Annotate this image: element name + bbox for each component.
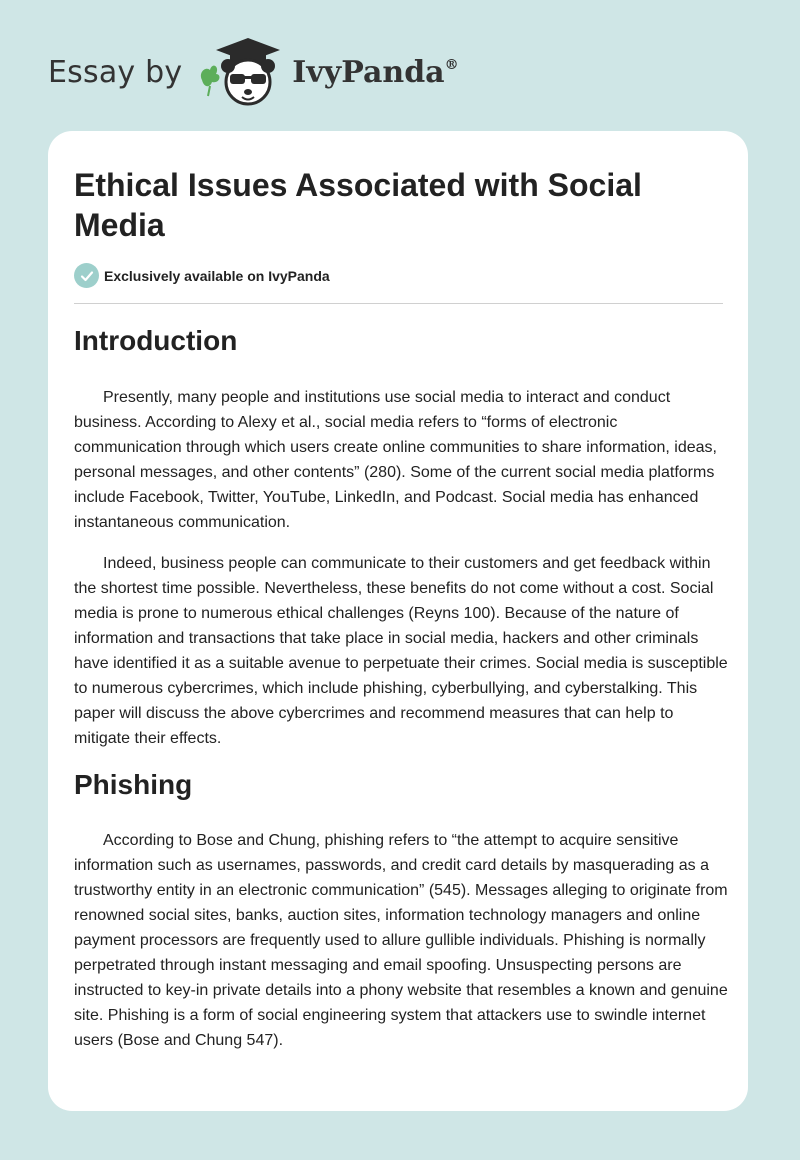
page-title: Ethical Issues Associated with Social Media — [74, 167, 642, 243]
divider — [74, 303, 723, 304]
ivypanda-logo-icon[interactable] — [196, 36, 286, 108]
article-card — [48, 131, 748, 1111]
exclusive-label: Exclusively available on IvyPanda — [104, 267, 330, 284]
brand-name[interactable]: IvyPanda® — [292, 54, 459, 90]
check-icon — [74, 263, 99, 288]
paragraph: Presently, many people and institutions use social media to interact and conduct business. According to Alexy et al., social media refers to “forms of electronic communication through which users create online communities to share information, ideas, personal messages, and other contents” (280). Some of the current social media platforms include Facebook, Twitter, YouTube, LinkedIn, and Podcast. Social media has enhanced instantaneous communication. — [74, 389, 717, 531]
site-header — [48, 36, 459, 108]
paragraph: According to Bose and Chung, phishing refers to “the attempt to acquire sensitive information such as usernames, passwords, and credit card details by masquerading as a trustworthy entity in an electronic communication” (545). Messages alleging to originate from renowned social sites, banks, auction sites, information technology managers and online payment processors are frequently used to allure gullible individuals. Phishing is normally perpetrated through instant messaging and email spoofing. Unsuspecting persons are instructed to key-in private details into a phony website that resembles a known and genuine site. Phishing is a form of social engineering system that attackers use to swindle internet users (Bose and Chung 547). — [74, 832, 728, 1049]
paragraph: Indeed, business people can communicate to their customers and get feedback within the shortest time possible. Nevertheless, these benefits do not come without a cost. Social media is prone to numerous ethical challenges (Reyns 100). Because of the nature of information and transactions that take place in social media, hackers and other criminals have identified it as a suitable avenue to perpetuate their crimes. Social media is susceptible to numerous cybercrimes, which include phishing, cyberbullying, and cyberstalking. This paper will discuss the above cybercrimes and recommend measures that can help to mitigate their effects. — [74, 555, 728, 747]
essay-by-label: Essay by — [48, 54, 183, 90]
exclusive-badge — [74, 263, 330, 288]
section-heading-phishing: Phishing — [74, 769, 193, 800]
section-heading-introduction: Introduction — [74, 325, 238, 356]
